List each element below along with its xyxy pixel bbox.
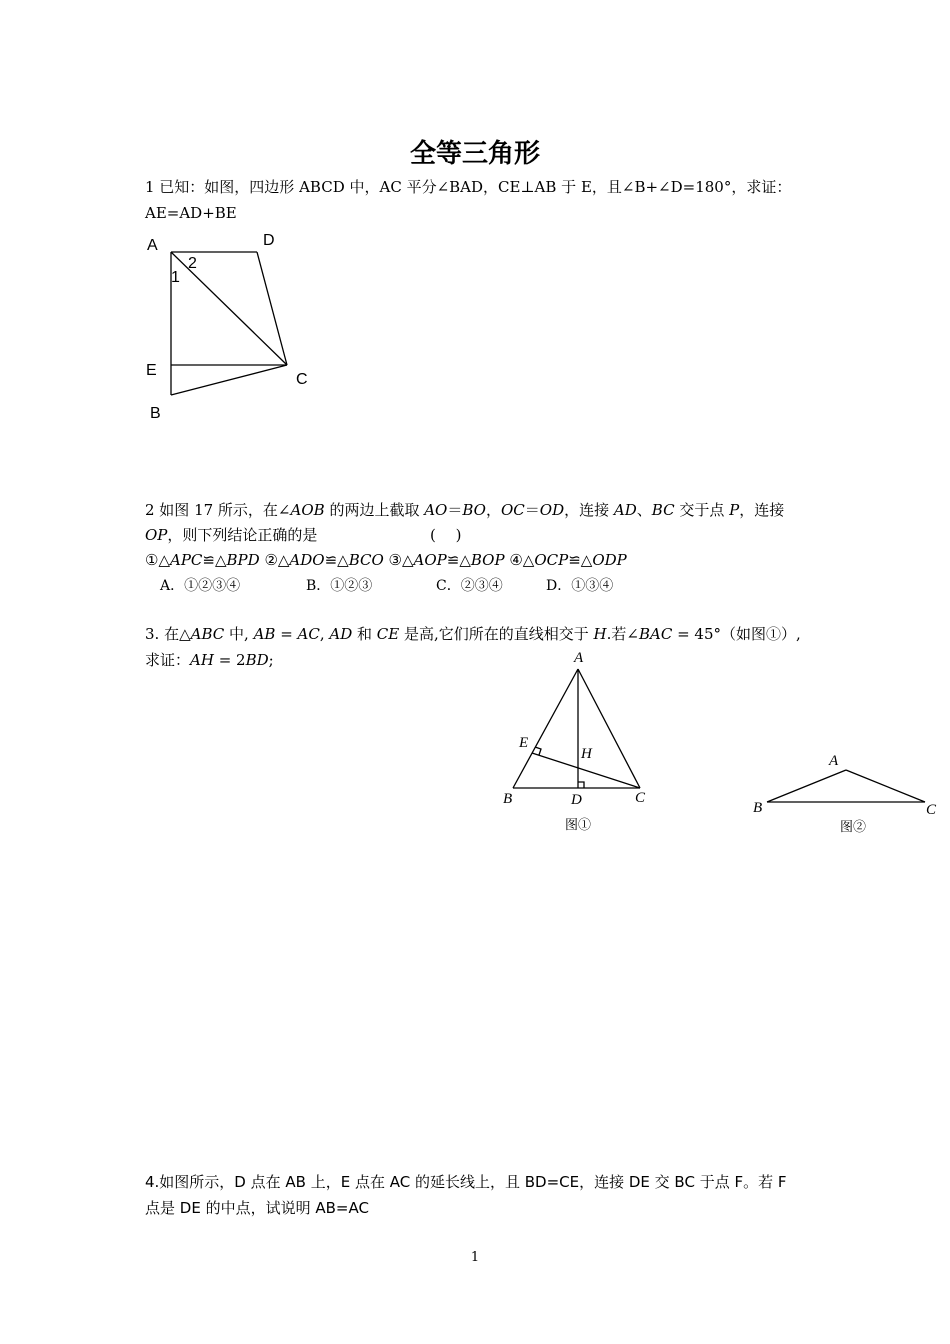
page-title: 全等三角形 [409,139,540,169]
q2-text: ，则下列结论正确的是 [167,526,318,544]
edge-ac [846,770,925,802]
statement-text: ④△ [509,551,535,569]
q2-text: ，连接 [739,501,785,519]
label-e: E [519,735,529,751]
figure-1-caption: 图① [565,817,592,832]
q3-text: 3. 在△ [145,625,191,643]
q3-var: BD [245,651,269,669]
q2-var: AO [424,501,448,519]
page-number: 1 [470,1250,480,1265]
q3-var: CE [376,625,400,643]
label-h: H [581,746,592,762]
q3-text: 和 [352,625,377,643]
statement-text: ①△ [145,551,170,569]
statement-var: ADO [289,551,325,569]
q3-var: H [593,625,607,643]
edge-ba [767,770,846,802]
q2-var: OP [145,526,168,544]
label-angle-1: 1 [171,269,180,286]
q1-line2: AE=AD+BE [145,204,237,222]
label-angle-2: 2 [188,255,197,272]
q1-line1: 1 已知：如图，四边形 ABCD 中，AC 平分∠BAD，CE⊥AB 于 E，且∠B+∠D=180°，求证： [145,178,792,196]
label-e: E [146,362,157,379]
statement-text: ≌△ [324,551,349,569]
q2-var: BO [462,501,486,519]
q3-text: ; [268,651,274,669]
label-a: A [574,650,584,666]
statement-var: ODP [592,551,627,569]
q3-text: = 45°（如图①）, [672,625,801,643]
statement-var: AOP [413,551,447,569]
q3-var: AB [253,625,276,643]
q2-text: ＝ [524,501,540,519]
statement-text: ≌△ [568,551,593,569]
q3-text: = [275,625,298,643]
label-c: C [296,371,308,388]
q2-text: 的两边上截取 [324,501,425,519]
statement-var: BCO [348,551,384,569]
statement-text: ≌△ [202,551,227,569]
q3-text: .若∠ [606,625,639,643]
statement-text: ②△ [264,551,290,569]
q2-var: BC [651,501,675,519]
q3-var: ABC [190,625,225,643]
q2-text: 交于点 [674,501,730,519]
q3-var: AC [297,625,320,643]
q3-var: BAC [638,625,673,643]
q3-text: = 2 [213,651,246,669]
q2-var: AOB [290,501,325,519]
figure-2-caption: 图② [840,819,867,834]
q4-line2: 点是 DE 的中点，试说明 AB=AC [145,1199,369,1217]
label-a: A [147,237,158,254]
q2-text: ＝ [447,501,463,519]
q2-option-a: A．①②③④ [160,578,241,594]
q2-var: OC [501,501,525,519]
q2-text: 、 [636,501,652,519]
label-c: C [635,790,646,806]
q3-var: AD [329,625,353,643]
q2-var: OD [539,501,565,519]
label-b: B [753,800,763,816]
q2-text: 2 如图 17 所示，在∠ [145,501,291,519]
q4-line1: 4.如图所示，D 点在 AB 上，E 点在 AC 的延长线上，且 BD=CE，连接 DE 交 BC 于点 F。若 F [145,1173,787,1191]
q2-var: AD [613,501,637,519]
q2-text: ， [485,501,501,519]
q3-text: 求证： [145,651,191,669]
q2-var: P [729,501,740,519]
label-d: D [263,232,275,249]
q3-text: 中, [224,625,254,643]
q2-answer-paren: ( ) [430,526,462,544]
statement-var: APC [169,551,203,569]
q2-option-d: D．①③④ [546,578,614,594]
q3-var: AH [190,651,214,669]
statement-var: BOP [470,551,505,569]
statement-var: BPD [226,551,260,569]
label-a: A [829,753,839,769]
statement-text: ≌△ [446,551,471,569]
statement-text: ③△ [388,551,414,569]
q3-text: 是高,它们所在的直线相交于 [399,625,594,643]
label-c: C [926,802,937,818]
statement-var: OCP [534,551,569,569]
label-b: B [503,791,513,807]
q2-option-b: B．①②③ [306,578,373,594]
q2-text: ，连接 [564,501,614,519]
q2-option-c: C．②③④ [436,578,503,594]
q3-text: , [319,625,330,643]
label-b: B [150,405,161,422]
label-d: D [571,792,582,808]
